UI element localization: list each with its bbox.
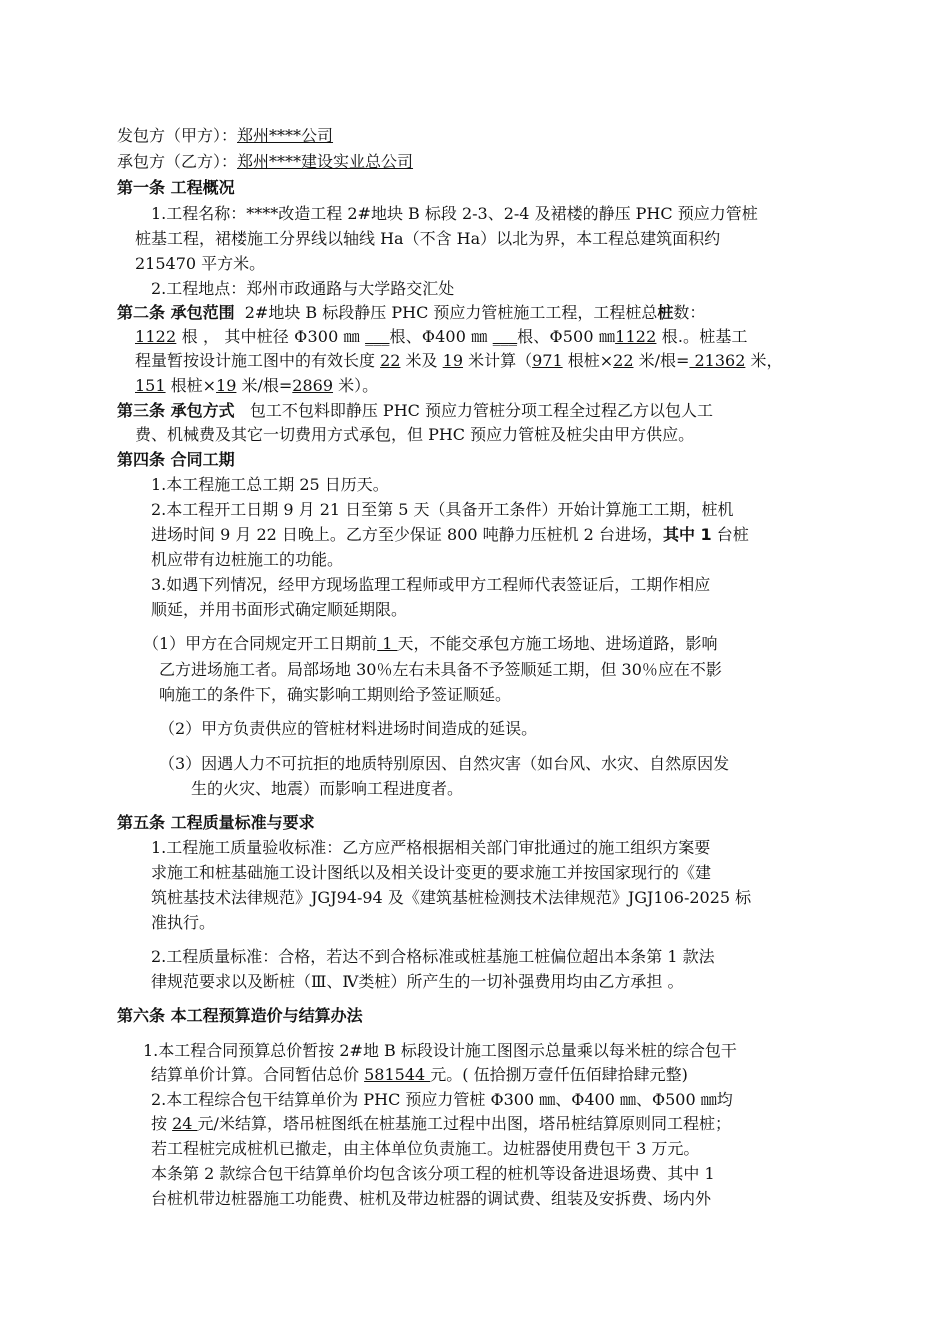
pile-count-500: 1122 — [615, 327, 657, 346]
article-2-text: 2#地块 B 标段静压 PHC 预应力管桩施工工程，工程桩总 — [244, 303, 658, 322]
text: 米， — [745, 351, 783, 370]
text: 米及 — [400, 351, 443, 370]
text: 台桩 — [711, 525, 749, 544]
value: 2869 — [292, 376, 334, 395]
article-4-item3-line2: 生的火灾、地震）而影响工程进度者。 — [191, 779, 464, 798]
article-6-p1-line1: 1.本工程合同预算总价暂按 2#地 B 标段设计施工图图示总量乘以每米桩的综合包干 — [143, 1041, 737, 1060]
party-a-name: 郑州****公司 — [237, 126, 334, 145]
text: 根桩× — [562, 351, 614, 370]
article-6-p3-line1: 本条第 2 款综合包干结算单价均包含该分项工程的桩机等设备进退场费、其中 1 — [151, 1164, 715, 1183]
article-4-p3-line2: 顺延，并用书面形式确定顺延期限。 — [151, 600, 408, 619]
article-3-title: 第三条 承包方式 — [117, 401, 235, 420]
article-2-line4 — [135, 375, 378, 397]
article-5-p1-line1: 1.工程施工质量验收标准：乙方应严格根据相关部门审批通过的施工组织方案要 — [151, 838, 711, 857]
value: 19 — [216, 376, 237, 395]
article-2-line1 — [117, 302, 705, 324]
value: 22 — [613, 351, 634, 370]
text: 程量暂按设计施工图中的有效长度 — [135, 351, 381, 370]
article-5-p2-line2: 律规范要求以及断桩（Ⅲ、Ⅳ类桩）所产生的一切补强费用均由乙方承担 。 — [151, 972, 684, 991]
article-2-line3 — [135, 350, 782, 372]
article-1-title: 第一条 工程概况 — [117, 178, 235, 197]
value: 971 — [532, 351, 563, 370]
blank: ___ — [365, 327, 390, 346]
pile-count: 1122 — [135, 327, 177, 346]
article-5-title: 第五条 工程质量标准与要求 — [117, 813, 315, 832]
article-4-item1-line2: 乙方进场施工者。局部场地 30％左右未具备不予签顺延工期，但 30％应在不影 — [159, 660, 722, 679]
text: 根 ， 其中桩径 Φ300 ㎜ — [176, 327, 366, 346]
article-3-line1 — [117, 400, 713, 422]
value: 19 — [442, 351, 463, 370]
article-5-p2-line1: 2.工程质量标准：合格，若达不到合格标准或桩基施工桩偏位超出本条第 1 款法 — [151, 947, 715, 966]
text: 根、Φ400 ㎜ — [389, 327, 493, 346]
article-4-p1: 1.本工程施工总工期 25 日历天。 — [151, 475, 389, 494]
total-price: 581544 — [364, 1065, 431, 1084]
text: 米/根= — [236, 376, 293, 395]
text: 根.。桩基工 — [656, 327, 748, 346]
party-b-line — [117, 151, 413, 173]
text: 根、Φ500 ㎜ — [517, 327, 616, 346]
article-1-p2: 2.工程地点：郑州市政通路与大学路交汇处 — [151, 279, 455, 298]
text: （1）甲方在合同规定开工日期前 — [143, 634, 378, 653]
article-4-title: 第四条 合同工期 — [117, 450, 235, 469]
party-b-name: 郑州****建设实业总公司 — [237, 152, 414, 171]
article-1-p1-line2: 桩基工程，裙楼施工分界线以轴线 Ha（不含 Ha）以北为界，本工程总建筑面积约 — [135, 229, 721, 248]
article-6-p2-line3: 若工程桩完成桩机已撤走，由主体单位负责施工。边桩器使用费包干 3 万元。 — [151, 1139, 700, 1158]
article-6-p2-line2 — [151, 1113, 731, 1135]
text: 米）。 — [333, 376, 379, 395]
text: 元。( 伍拾捌万壹仟伍佰肆拾肆元整) — [430, 1065, 688, 1084]
article-4-p3-line1: 3.如遇下列情况，经甲方现场监理工程师或甲方工程师代表签证后，工期作相应 — [151, 575, 711, 594]
value: 22 — [380, 351, 401, 370]
value: 1 — [377, 634, 398, 653]
article-1-p1-line1: 1.工程名称：****改造工程 2#地块 B 标段 2-3、2-4 及裙楼的静压 PHC 预应力管桩 — [151, 204, 758, 223]
text: 进场时间 9 月 22 日晚上。乙方至少保证 800 吨静力压桩机 2 台进场， — [151, 525, 663, 544]
article-4-item1-line3: 响施工的条件下，确实影响工期则给予签证顺延。 — [159, 685, 512, 704]
text: 米计算（ — [463, 351, 533, 370]
article-4-item2: （2）甲方负责供应的管桩材料进场时间造成的延误。 — [159, 719, 538, 738]
blank: ___ — [492, 327, 518, 346]
article-4-item3-line1: （3）因遇人力不可抗拒的地质特别原因、自然灾害（如台风、水灾、自然原因发 — [159, 754, 730, 773]
party-b-label: 承包方（乙方）： — [117, 152, 238, 171]
bold-text: 其中 1 — [662, 525, 712, 544]
text: 按 — [151, 1114, 173, 1133]
text: 根桩× — [165, 376, 217, 395]
article-3-text: 包工不包料即静压 PHC 预应力管桩分项工程全过程乙方以包人工 — [249, 401, 713, 420]
article-5-p1-line3: 筑桩基技术法律规范》JGJ94-94 及《建筑基桩检测技术法律规范》JGJ106-2025 标 — [151, 888, 752, 907]
value: 21362 — [689, 351, 746, 370]
article-5-p1-line4: 准执行。 — [151, 913, 216, 932]
article-2-text-end: 数： — [673, 303, 706, 322]
article-6-p1-line2 — [151, 1064, 688, 1086]
article-2-line2 — [135, 326, 748, 348]
article-4-item1-line1 — [143, 633, 718, 655]
article-4-p2-line2 — [151, 524, 749, 546]
text: 元/米结算，塔吊桩图纸在桩基施工过程中出图，塔吊桩结算原则同工程桩； — [197, 1114, 731, 1133]
text: 米/根= — [633, 351, 690, 370]
article-5-p1-line2: 求施工和桩基础施工设计图纸以及相关设计变更的要求施工并按国家现行的《建 — [151, 863, 712, 882]
article-6-p2-line1: 2.本工程综合包干结算单价为 PHC 预应力管桩 Φ300 ㎜、Φ400 ㎜、Φ500 ㎜均 — [151, 1090, 733, 1109]
article-4-p2-line3: 机应带有边桩施工的功能。 — [151, 550, 344, 569]
article-6-p3-line2: 台桩机带边桩器施工功能费、桩机及带边桩器的调试费、组装及安拆费、场内外 — [151, 1189, 712, 1208]
text: 结算单价计算。合同暂估总价 — [151, 1065, 365, 1084]
unit-price: 24 — [172, 1114, 198, 1133]
party-a-label: 发包方（甲方）： — [117, 126, 238, 145]
party-a-line — [117, 125, 333, 147]
article-2-bold: 桩 — [657, 303, 674, 322]
value: 151 — [135, 376, 166, 395]
article-2-title: 第二条 承包范围 — [117, 303, 235, 322]
article-1-p1-line3: 215470 平方米。 — [135, 254, 266, 273]
article-6-title: 第六条 本工程预算造价与结算办法 — [117, 1006, 363, 1025]
article-4-p2-line1: 2.本工程开工日期 9 月 21 日至第 5 天（具备开工条件）开始计算施工工期，桩机 — [151, 500, 734, 519]
article-3-line2: 费、机械费及其它一切费用方式承包，但 PHC 预应力管桩及桩尖由甲方供应。 — [135, 425, 695, 444]
text: 天，不能交承包方施工场地、进场道路，影响 — [397, 634, 718, 653]
